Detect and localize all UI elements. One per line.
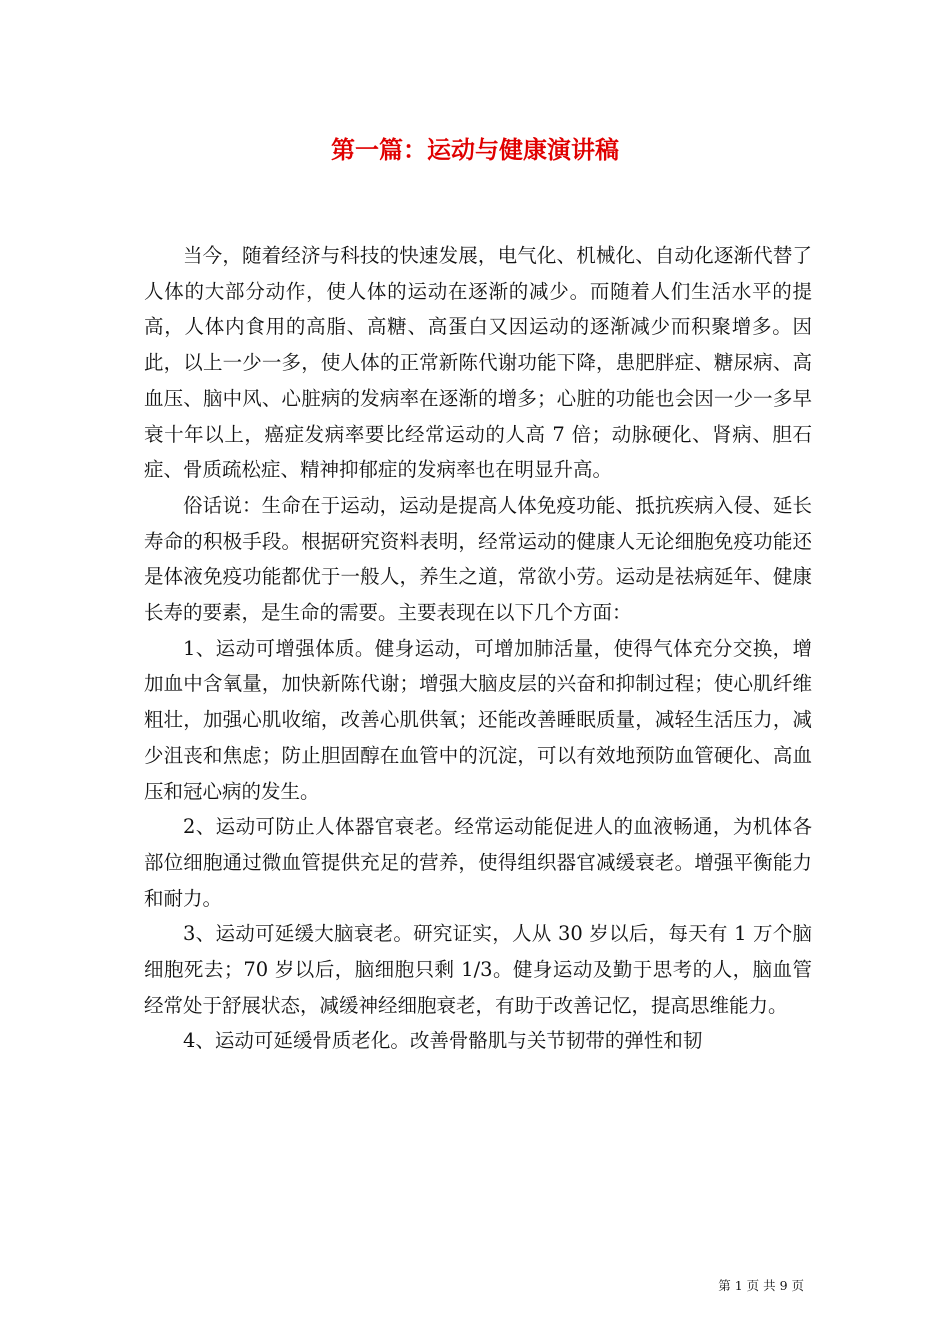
paragraph-point-3: 3、运动可延缓大脑衰老。研究证实，人从 30 岁以后，每天有 1 万个脑细胞死去；70 岁以后，脑细胞只剩 1/3。健身运动及勤于思考的人，脑血管经常处于舒展状态，减缓神经细胞衰老，有助于改善记忆，提高思维能力。 bbox=[144, 922, 812, 1017]
paragraph-intro: 当今，随着经济与科技的快速发展，电气化、机械化、自动化逐渐代替了人体的大部分动作，使人体的运动在逐渐的减少。而随着人们生活水平的提高，人体内食用的高脂、高糖、高蛋白又因运动的逐渐减少而积聚增多。因此，以上一少一多，使人体的正常新陈代谢功能下降，患肥胖症、糖尿病、高血压、脑中风、心脏病的发病率在逐渐的增多；心脏的功能也会因一少一多早衰十年以上，癌症发病率要比经常运动的人高 7 倍；动脉硬化、肾病、胆石症、骨质疏松症、精神抑郁症的发病率也在明显升高。 bbox=[144, 244, 812, 482]
paragraph-point-1: 1、运动可增强体质。健身运动，可增加肺活量，使得气体充分交换，增加血中含氧量，加快新陈代谢；增强大脑皮层的兴奋和抑制过程；使心肌纤维粗壮，加强心肌收缩，改善心肌供氧；还能改善睡眠质量，减轻生活压力，减少沮丧和焦虑；防止胆固醇在血管中的沉淀，可以有效地预防血管硬化、高血压和冠心病的发生。 bbox=[144, 636, 812, 803]
document-title: 第一篇：运动与健康演讲稿 bbox=[331, 135, 619, 164]
paragraph-saying: 俗话说：生命在于运动，运动是提高人体免疫功能、抵抗疾病入侵、延长寿命的积极手段。根据研究资料表明，经常运动的健康人无论细胞免疫功能还是体液免疫功能都优于一般人，养生之道，常欲小劳。运动是祛病延年、健康长寿的要素，是生命的需要。主要表现在以下几个方面： bbox=[144, 493, 812, 625]
page-number-footer: 第 1 页 共 9 页 bbox=[718, 1278, 804, 1293]
paragraph-point-4: 4、运动可延缓骨质老化。改善骨骼肌与关节韧带的弹性和韧 bbox=[183, 1029, 703, 1053]
paragraph-point-2: 2、运动可防止人体器官衰老。经常运动能促进人的血液畅通，为机体各部位细胞通过微血管提供充足的营养，使得组织器官减缓衰老。增强平衡能力和耐力。 bbox=[144, 815, 812, 910]
document-body bbox=[144, 238, 812, 1059]
